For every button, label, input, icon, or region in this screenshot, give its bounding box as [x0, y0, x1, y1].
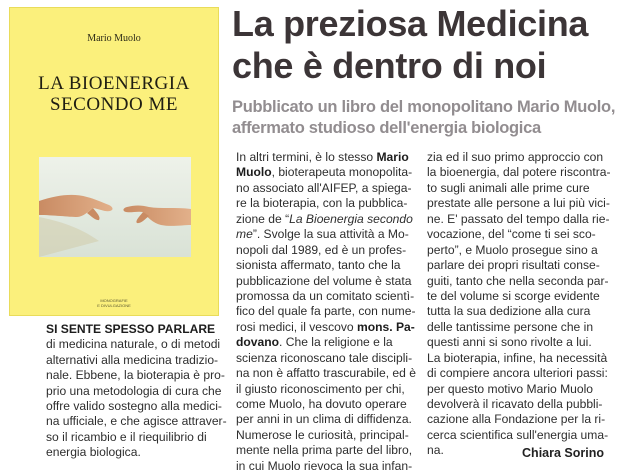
- text-line: per questo motivo Mario Muolo: [427, 381, 594, 396]
- author-name-bold: Muolo: [236, 165, 272, 180]
- text-line: mente nella prima parte del libro,: [236, 443, 413, 458]
- text-line: come Muolo, ha dovuto operare: [236, 397, 407, 411]
- text-line: la bioenergia, dal potere riscontra-: [427, 165, 611, 180]
- caption-line: alternativi alla medicina tradizio-: [46, 352, 219, 367]
- text-line: [236, 319, 415, 335]
- cover-publisher-line-2: E DIVULGAZIONE: [97, 303, 131, 308]
- creation-of-adam-hands-image: [39, 157, 191, 257]
- cover-publisher: [9, 298, 219, 308]
- text-line: [236, 335, 412, 350]
- text-line: perto”, e Muolo prosegue sino a: [427, 242, 598, 257]
- text-line: nopoli dal 1989, ed è un profes-: [236, 242, 407, 257]
- text-line: fico del quale fa parte, con nume-: [236, 304, 416, 319]
- text-line: [236, 212, 412, 227]
- text-line: sionista affermato, tanto che la: [236, 258, 401, 273]
- text-line: [236, 227, 412, 242]
- text-line: na non è affatto trascurabile, ed è: [236, 366, 416, 381]
- text-line: [236, 165, 412, 180]
- text-line: no associato all'AIFEP, a spiega-: [236, 180, 412, 195]
- text-line: na.: [427, 443, 444, 458]
- text-run: rosi medici, il vescovo: [236, 319, 357, 334]
- caption-line: offre valido sostegno alla medici-: [46, 399, 222, 414]
- text-line: te del volume si scorge evidente: [427, 288, 600, 303]
- cover-author: Mario Muolo: [87, 33, 141, 44]
- text-line: prestate alle persone a lui più vici-: [427, 196, 610, 211]
- text-line: di compiere ancora ulteriori passi:: [427, 366, 608, 381]
- bishop-name-bold: dovano: [236, 335, 280, 350]
- text-line: il giusto riconoscimento per chi,: [236, 381, 405, 396]
- book-cover: [9, 7, 219, 316]
- caption-line: di medicina naturale, o di metodi: [46, 337, 221, 352]
- article-signature: Chiara Sorino: [522, 446, 604, 460]
- text-line: zia ed il suo primo approccio con: [427, 150, 604, 164]
- text-line: cerca scientifica sull'energia uma-: [427, 427, 609, 442]
- text-line: re la bioterapia, con la pubblica-: [236, 196, 408, 211]
- bishop-name-bold: mons. Pa-: [356, 319, 415, 334]
- cover-title: [9, 73, 219, 115]
- text-run: . Che la religione e la: [279, 335, 393, 350]
- text-line: cazione alla Fondazione per la ri-: [427, 412, 606, 427]
- author-name-bold: Mario: [376, 150, 409, 164]
- headline-line-2: che è dentro di noi: [232, 45, 547, 86]
- article-headline: [232, 3, 622, 87]
- text-line: [236, 150, 412, 165]
- caption-line: energia biologica.: [46, 445, 141, 460]
- text-line: to sugli animali alle prime cure: [427, 180, 590, 195]
- text-line: per anni in un clima di diffidenza.: [236, 412, 412, 427]
- subtitle-line-2: affermato studioso dell'energia biologica: [232, 119, 541, 137]
- text-line: devolverà il ricavato della pubbli-: [427, 397, 603, 411]
- article-column-1: [236, 150, 416, 474]
- text-line: ne. E' passato del tempo dalla rie-: [427, 211, 610, 226]
- text-line: questi anni si sono rivolte a lui.: [427, 335, 592, 350]
- text-line: promossa da un comitato scientì-: [236, 288, 415, 303]
- text-line: scienza riconoscano tale discipli-: [236, 350, 413, 365]
- caption-line: so il ricambio e il riequilibrio di: [46, 429, 207, 444]
- text-line: tutta la sua dedizione alla cura: [427, 304, 591, 319]
- text-line: in cui Muolo rievoca la sua infan-: [236, 458, 413, 473]
- text-line: delle tantissime persone che in: [427, 319, 594, 334]
- text-line: La bioterapia, infine, ha necessità: [427, 350, 608, 365]
- cover-title-line-1: LA BIOENERGIA: [38, 73, 190, 94]
- caption-line: prio una metodologia di cura che: [46, 383, 222, 398]
- book-title-italic: me: [236, 227, 253, 242]
- text-line: Numerose le curiosità, principal-: [236, 427, 409, 442]
- text-run: , bioterapeuta monopolita-: [271, 165, 413, 180]
- text-run: In altri termini, è lo stesso: [236, 150, 377, 164]
- text-line: vocazione, del “come ti sei sco-: [427, 227, 596, 242]
- book-title-italic: La Bioenergia secondo: [289, 211, 413, 226]
- headline-line-1: La preziosa Medicina: [232, 3, 589, 44]
- caption-line: na ufficiale, e che agisce attraver-: [46, 414, 227, 429]
- caption-line: nale. Ebbene, la bioterapia è pro-: [46, 368, 225, 383]
- article-subtitle: [232, 97, 622, 139]
- text-line: guiti, tanto che nella seconda par-: [427, 273, 609, 288]
- cover-publisher-line-1: MONOGRAFIE: [100, 298, 128, 303]
- text-line: parlare dei propri risultati conse-: [427, 258, 600, 273]
- article-column-2: [427, 150, 611, 459]
- text-line: pubblicazione del volume è stata: [236, 273, 412, 288]
- subtitle-line-1: Pubblicato un libro del monopolitano Mario Muolo,: [232, 98, 616, 116]
- text-run: zione de “: [236, 211, 290, 226]
- caption-lead: SI SENTE SPESSO PARLARE: [46, 322, 216, 336]
- cover-title-line-2: SECONDO ME: [50, 94, 178, 115]
- cover-caption: [46, 322, 228, 461]
- text-run: ”. Svolge la sua attività a Mo-: [252, 227, 409, 242]
